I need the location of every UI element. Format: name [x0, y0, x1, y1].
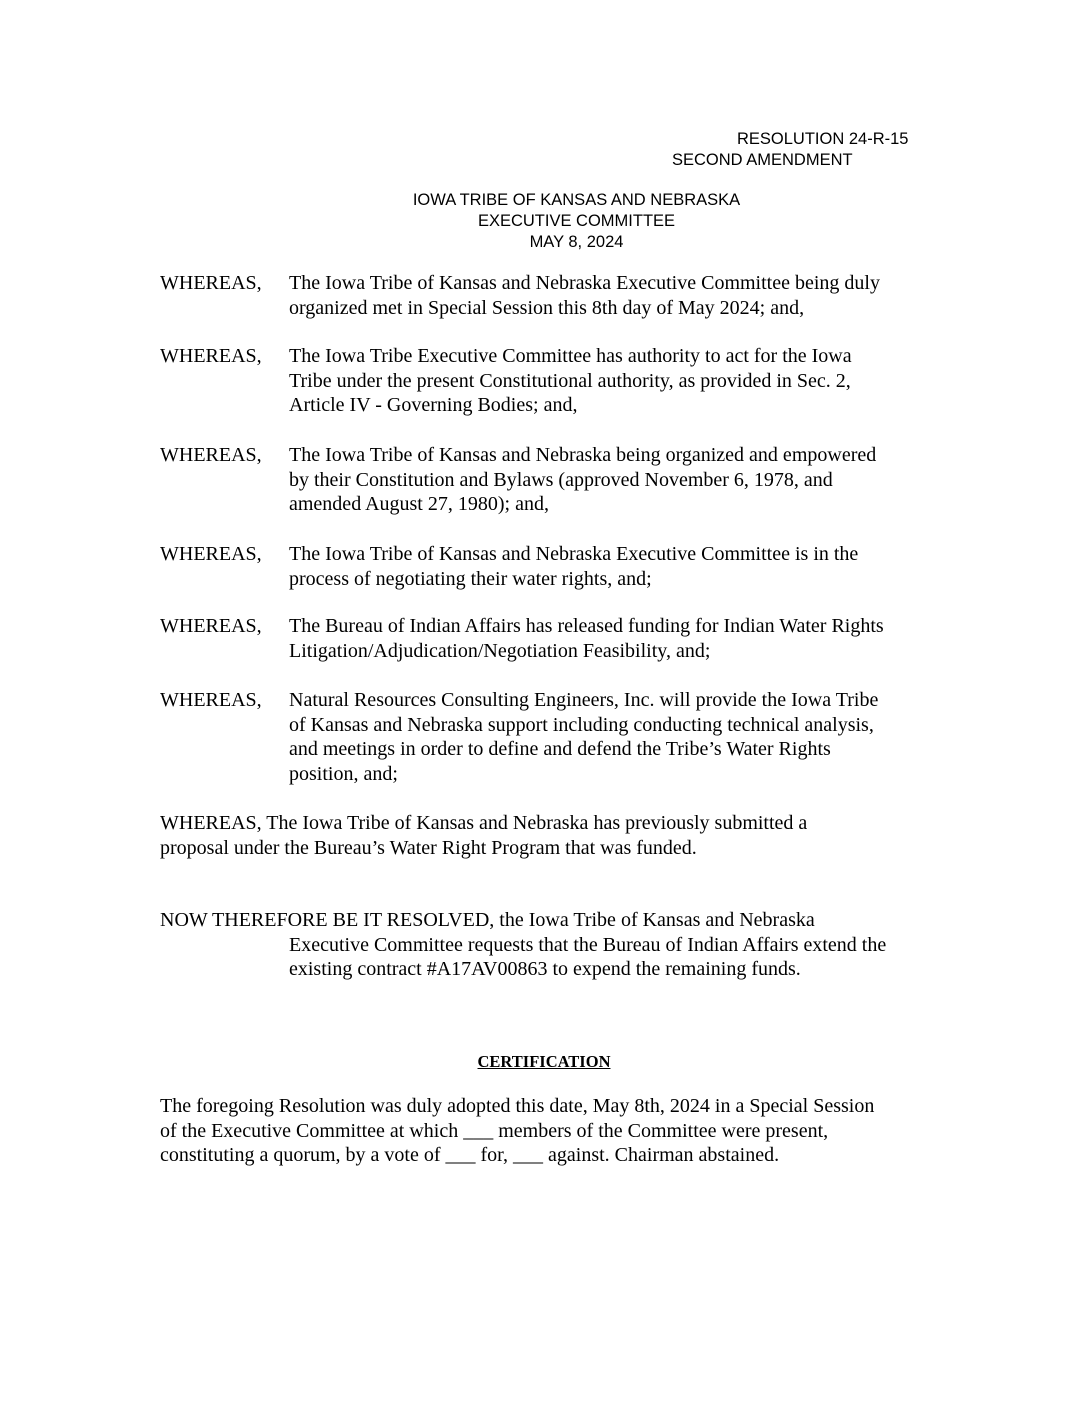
whereas-clause [160, 443, 940, 517]
resolved-text: Executive Committee requests that the Bureau of Indian Affairs extend the existing contract #A17AV00863 to expend the remaining funds. [289, 933, 887, 980]
resolved-clause [160, 908, 940, 982]
whereas-clause [160, 542, 940, 591]
whereas-clause [160, 614, 940, 663]
whereas-clause-final: WHEREAS, The Iowa Tribe of Kansas and Nebraska has previously submitted a proposal under the Bureau’s Water Right Program that was funded. [160, 812, 808, 859]
whereas-label: WHEREAS, [160, 689, 262, 711]
resolution-date: MAY 8, 2024 [529, 233, 624, 251]
whereas-text: The Iowa Tribe of Kansas and Nebraska Executive Committee being duly organized met in Special Session this 8th day of May 2024; and, [289, 272, 880, 319]
whereas-text: Natural Resources Consulting Engineers, Inc. will provide the Iowa Tribe of Kansas and Nebraska support including conducting technical analysis, and meetings in order to define and defend the Tribe’s Water Rights position, and; [289, 689, 879, 785]
whereas-label: WHEREAS, [160, 345, 262, 367]
resolution-amendment: SECOND AMENDMENT [672, 151, 853, 169]
committee-name: EXECUTIVE COMMITTEE [477, 212, 676, 230]
whereas-label: WHEREAS, [160, 615, 262, 637]
whereas-label: WHEREAS, [160, 272, 262, 294]
resolution-number: RESOLUTION 24-R-15 [737, 130, 909, 148]
certification-text: The foregoing Resolution was duly adopted this date, May 8th, 2024 in a Special Session of the Executive Committee at which ___ members of the Committee were present, constituting a quorum, by a vote of ___ for, ___ against. Chairman abstained. [160, 1095, 875, 1166]
whereas-label: WHEREAS, [160, 543, 262, 565]
organization-name: IOWA TRIBE OF KANSAS AND NEBRASKA [412, 191, 741, 209]
whereas-text: The Iowa Tribe of Kansas and Nebraska Executive Committee is in the process of negotiating their water rights, and; [289, 543, 859, 590]
organization-header [360, 190, 793, 253]
whereas-clause [160, 271, 940, 320]
whereas-clause [160, 344, 940, 418]
certification-heading: CERTIFICATION [477, 1052, 611, 1071]
whereas-text: The Iowa Tribe of Kansas and Nebraska being organized and empowered by their Constitution and Bylaws (approved November 6, 1978, and amended August 27, 1980); and, [289, 444, 877, 515]
whereas-label: WHEREAS, [160, 444, 262, 466]
whereas-clause [160, 688, 940, 786]
whereas-text: The Iowa Tribe Executive Committee has authority to act for the Iowa Tribe under the present Constitutional authority, as provided in Sec. 2, Article IV - Governing Bodies; and, [289, 345, 852, 416]
resolved-lead: NOW THEREFORE BE IT RESOLVED, the Iowa Tribe of Kansas and Nebraska [160, 909, 815, 931]
whereas-text: The Bureau of Indian Affairs has released funding for Indian Water Rights Litigation/Adjudication/Negotiation Feasibility, and; [289, 615, 884, 662]
